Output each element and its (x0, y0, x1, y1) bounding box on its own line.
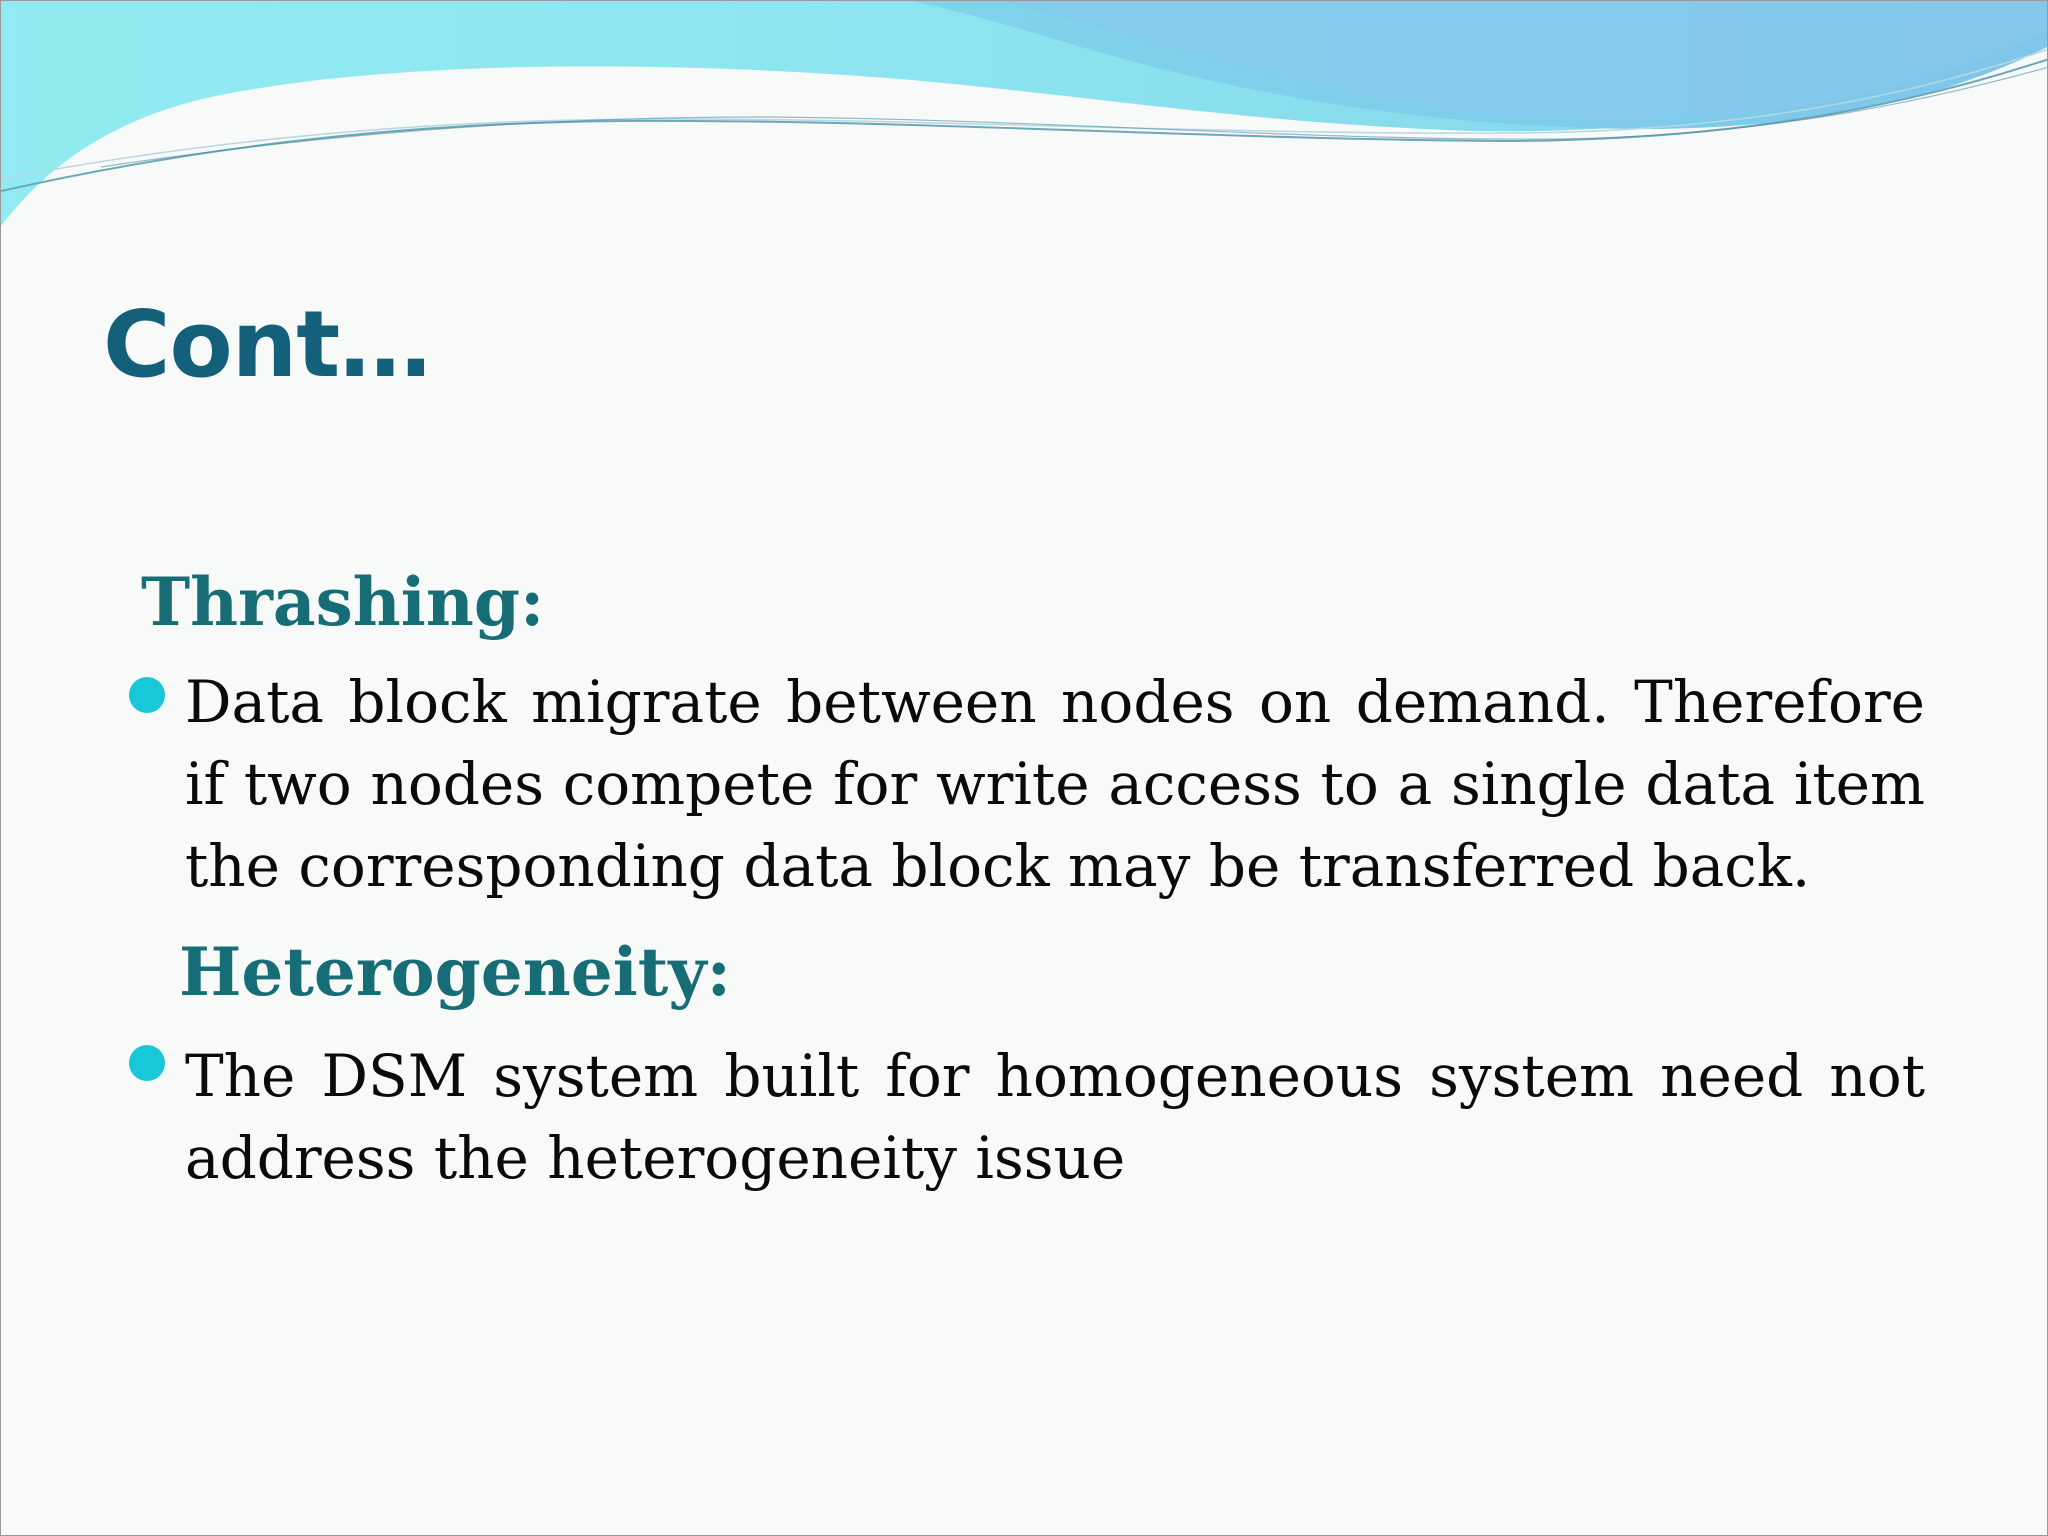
bullet-marker-icon (129, 1045, 165, 1081)
slide-title: Cont… (103, 291, 431, 398)
bullet-text-heterogeneity: The DSM system built for homogeneous system need not address the heterogeneity issue (185, 1042, 1925, 1192)
decorative-wave-header (1, 1, 2048, 241)
section-heading-heterogeneity: Heterogeneity: (179, 933, 732, 1011)
bullet-marker-icon (129, 677, 165, 713)
bullet-text-thrashing: Data block migrate between nodes on demand. Therefore if two nodes compete for write access to a single data item the corresponding data block may be transferred back. (185, 668, 1925, 900)
section-heading-thrashing: Thrashing: (141, 563, 545, 641)
